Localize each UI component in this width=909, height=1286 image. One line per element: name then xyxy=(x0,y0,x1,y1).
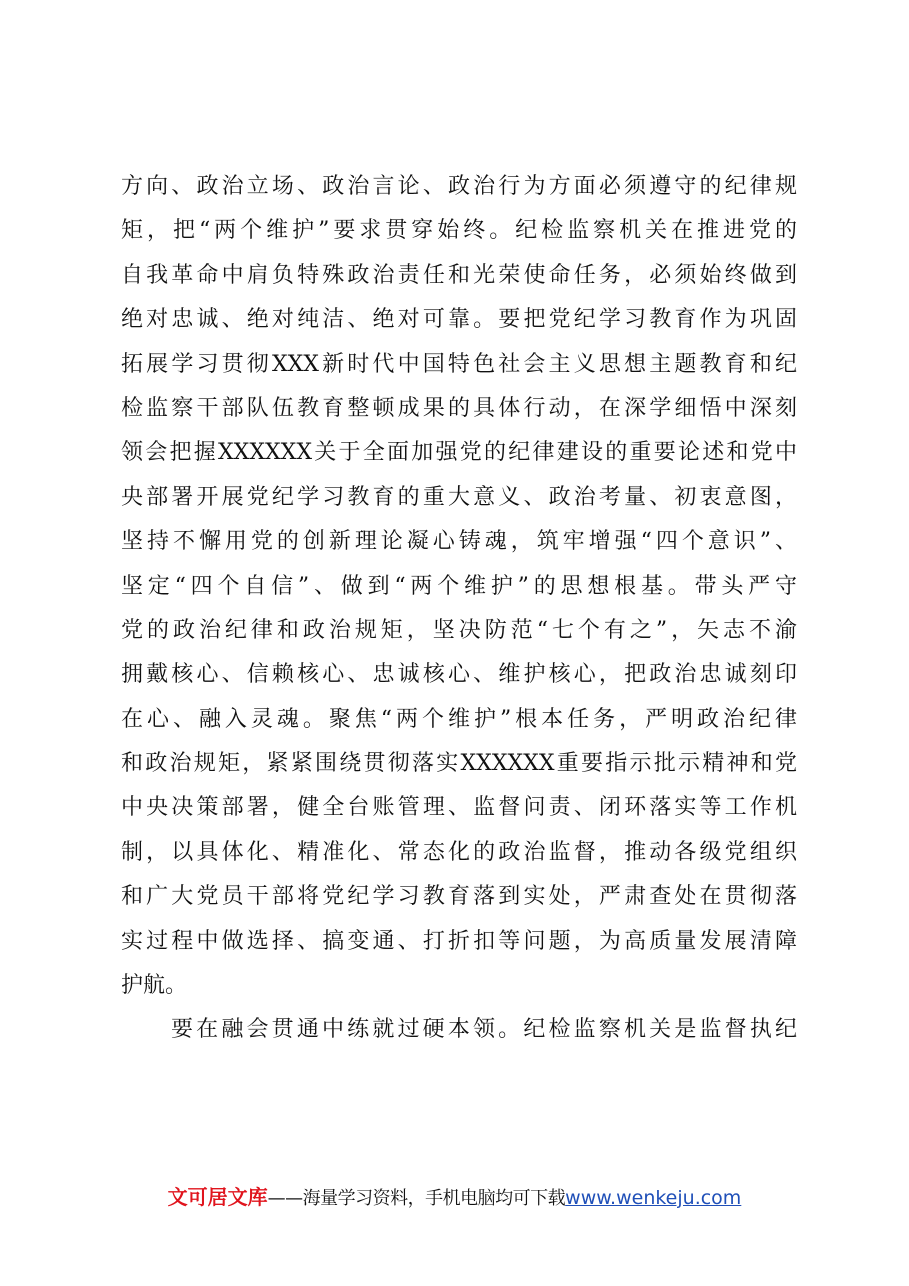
text-line: 坚定“四个自信”、做到“两个维护”的思想根基。带头严守 xyxy=(121,573,797,599)
text-line: 拥戴核心、信赖核心、忠诚核心、维护核心，把政治忠诚刻印 xyxy=(121,662,797,688)
text-line: 制，以具体化、精准化、常态化的政治监督，推动各级党组织 xyxy=(121,839,797,865)
footer-brand: 文可居文库 xyxy=(167,1185,268,1209)
text-line: 在心、融入灵魂。聚焦“两个维护”根本任务，严明政治纪律 xyxy=(121,706,797,732)
page-footer xyxy=(0,1182,909,1214)
text-line: 方向、政治立场、政治言论、政治行为方面必须遵守的纪律规 xyxy=(121,174,797,199)
text-line-paragraph-end: 护航。 xyxy=(121,973,188,999)
text-line: 中央决策部署，健全台账管理、监督问责、闭环落实等工作机 xyxy=(121,795,797,821)
text-line: 实过程中做选择、搞变通、打折扣等问题，为高质量发展清障 xyxy=(121,928,797,954)
text-line: 绝对忠诚、绝对纯洁、绝对可靠。要把党纪学习教育作为巩固 xyxy=(121,307,797,333)
text-line: 坚持不懈用党的创新理论凝心铸魂，筑牢增强“四个意识”、 xyxy=(121,529,797,555)
footer-tagline: ——海量学习资料，手机电脑均可下载 xyxy=(267,1188,566,1209)
text-line: 自我革命中肩负特殊政治责任和光荣使命任务，必须始终做到 xyxy=(121,262,797,288)
document-body xyxy=(121,165,797,1053)
text-line-paragraph-start: 要在融会贯通中练就过硬本领。纪检监察机关是监督执纪 xyxy=(171,1017,797,1043)
text-line: 检监察干部队伍教育整顿成果的具体行动，在深学细悟中深刻 xyxy=(121,395,797,421)
text-line: 党的政治纪律和政治规矩，坚决防范“七个有之”，矢志不渝 xyxy=(121,617,797,643)
text-line: 领会把握XXXXXX关于全面加强党的纪律建设的重要论述和党中 xyxy=(121,440,797,466)
text-line: 和政治规矩，紧紧围绕贯彻落实XXXXXX重要指示批示精神和党 xyxy=(121,751,797,777)
text-line: 央部署开展党纪学习教育的重大意义、政治考量、初衷意图， xyxy=(121,484,797,510)
text-line: 拓展学习贯彻XXX新时代中国特色社会主义思想主题教育和纪 xyxy=(121,351,797,377)
footer-link[interactable]: www.wenkeju.com xyxy=(565,1187,742,1209)
text-line: 矩，把“两个维护”要求贯穿始终。纪检监察机关在推进党的 xyxy=(121,218,797,244)
text-line: 和广大党员干部将党纪学习教育落到实处，严肃查处在贯彻落 xyxy=(121,884,797,910)
